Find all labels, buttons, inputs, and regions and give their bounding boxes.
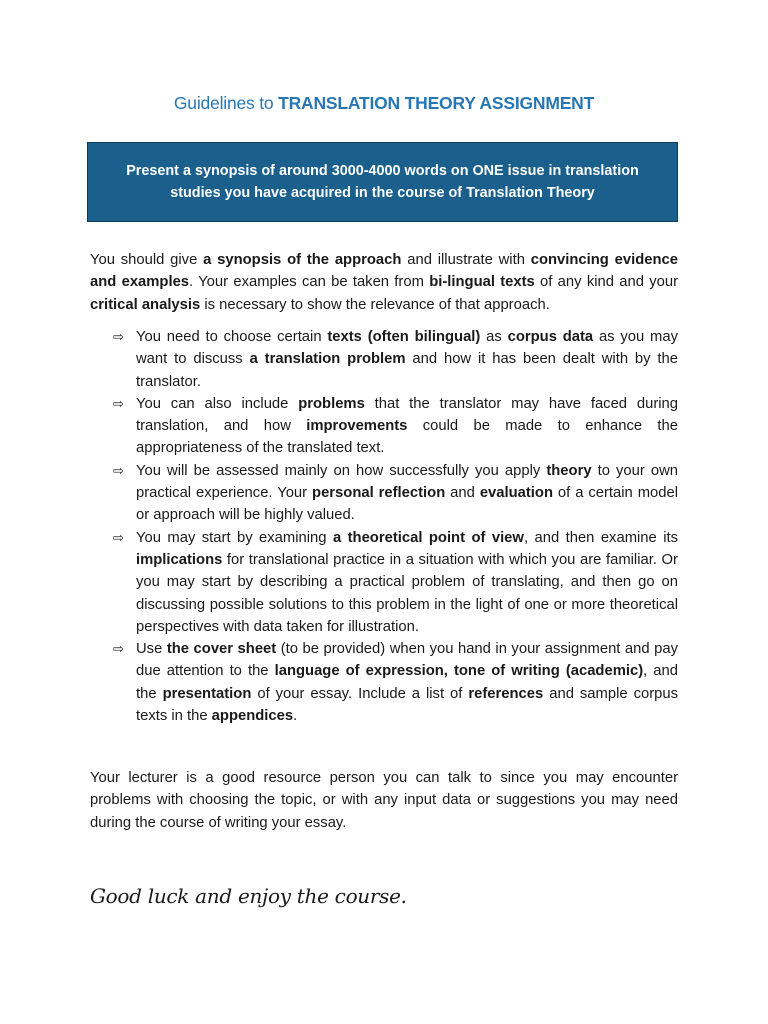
right-arrow-icon: ⇨	[113, 462, 124, 478]
intro-emphasis: critical analysis	[90, 296, 201, 313]
list-item	[113, 393, 678, 460]
item-text: You will be assessed mainly on how successfully you apply	[136, 462, 547, 479]
right-arrow-icon: ⇨	[113, 641, 124, 657]
item-emphasis: presentation	[162, 685, 252, 702]
item-emphasis: a translation problem	[249, 351, 406, 368]
right-arrow-icon: ⇨	[113, 395, 124, 411]
item-text: could be made to enhance the appropriateness of the translated text.	[136, 418, 678, 457]
right-arrow-icon: ⇨	[113, 329, 124, 344]
item-text: as	[480, 329, 508, 345]
item-text: and how it has been dealt with by the translator.	[136, 351, 678, 390]
item-emphasis: implications	[136, 551, 223, 568]
guideline-list	[113, 326, 678, 727]
list-item	[113, 326, 678, 393]
list-item	[113, 527, 678, 638]
item-emphasis: improvements	[306, 418, 408, 435]
item-text: You need to choose certain	[136, 329, 328, 345]
list-item	[113, 638, 678, 727]
page-title	[0, 93, 768, 114]
signoff-handwriting: Good luck and enjoy the course.	[90, 884, 407, 908]
item-text: Use	[136, 641, 167, 658]
intro-text: is necessary to show the relevance of that approach.	[200, 296, 550, 313]
intro-text: You should give	[90, 252, 204, 268]
item-text: You can also include	[136, 395, 299, 412]
item-emphasis: appendices	[211, 708, 294, 725]
intro-emphasis: a synopsis of the approach	[203, 252, 402, 268]
item-emphasis: evaluation	[479, 485, 553, 502]
item-emphasis: texts (often bilingual)	[327, 329, 481, 345]
item-emphasis: references	[468, 685, 544, 702]
item-text: and	[445, 485, 480, 502]
intro-text: . Your examples can be taken from	[189, 274, 430, 291]
intro-text: and illustrate with	[401, 252, 531, 268]
item-emphasis: theory	[546, 462, 592, 479]
item-text: that the translator may have faced during translation, and how	[136, 395, 678, 435]
title-prefix: Guidelines to	[173, 93, 274, 113]
item-text: , and then examine its	[523, 529, 678, 546]
item-text: and sample corpus texts in the	[136, 685, 678, 725]
item-text: to your own practical experience. Your	[136, 462, 678, 502]
list-item	[113, 460, 678, 527]
item-text: of your essay. Include a list of	[251, 685, 469, 702]
summary-banner	[87, 142, 678, 222]
item-text: of a certain model or approach will be highly valued.	[136, 485, 679, 524]
item-emphasis: problems	[298, 395, 365, 412]
item-text: You may start by examining	[136, 529, 333, 546]
intro-emphasis: bi-lingual texts	[429, 274, 535, 291]
item-text: .	[293, 708, 298, 725]
item-emphasis: the cover sheet	[166, 641, 277, 658]
item-text: (to be provided) when you hand in your assignment and pay due attention to the	[136, 641, 678, 680]
closing-paragraph: Your lecturer is a good resource person you can talk to since you may encounter problems with choosing the topic, or with any input data or suggestions you may need during the course of writing your essay.	[90, 770, 678, 831]
item-emphasis: corpus data	[507, 329, 594, 345]
item-text: for translational practice in a situation with which you are familiar. Or you may start by describing a practical problem of translating, and then go on discussing possible solutions to this problem in the light of one or more theoretical perspectives with data taken for illustration.	[136, 551, 678, 635]
item-emphasis: a theoretical point of view	[332, 529, 524, 546]
intro-text: of any kind and your	[534, 274, 678, 291]
item-emphasis: language of expression, tone of writing (academic)	[274, 663, 644, 680]
title-bold: TRANSLATION THEORY ASSIGNMENT	[278, 93, 595, 113]
item-emphasis: personal reflection	[312, 485, 446, 502]
right-arrow-icon: ⇨	[113, 529, 124, 545]
intro-emphasis: convincing evidence and examples	[90, 252, 678, 291]
item-text: as you may want to discuss	[136, 329, 678, 368]
item-text: , and the	[136, 663, 678, 702]
banner-text: Present a synopsis of around 3000-4000 words on ONE issue in translation studies you have acquired in the course of Translation Theory	[126, 163, 639, 201]
intro-paragraph	[90, 249, 678, 316]
